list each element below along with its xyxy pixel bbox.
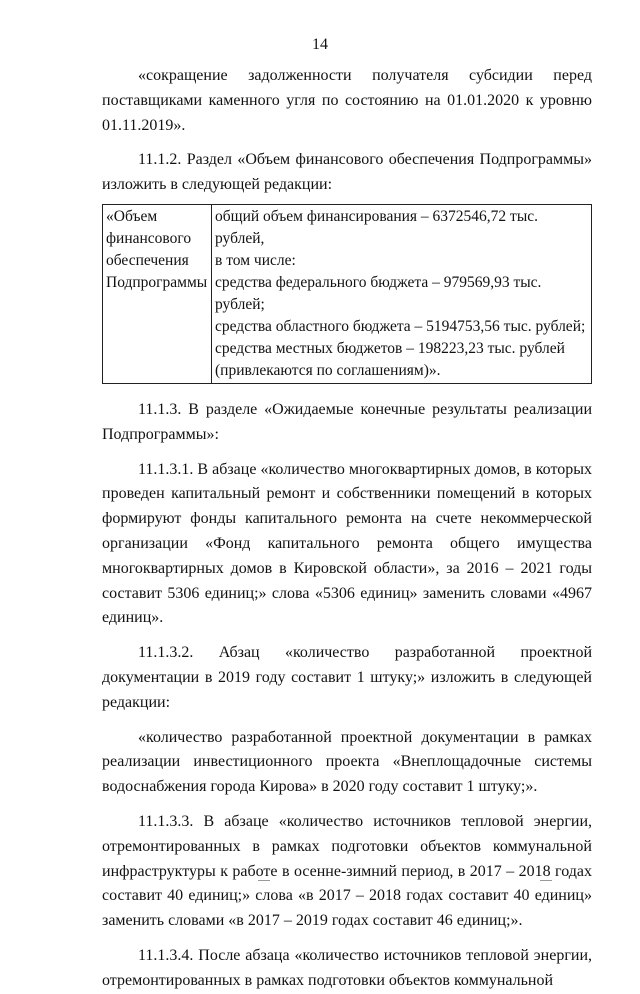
value-line: (привлекаются по соглашениям)». [215, 361, 441, 379]
table-label-cell [103, 204, 212, 383]
paragraph-11-1-3: 11.1.3. В разделе «Ожидаемые конечные результаты реализации Подпрограммы»: [102, 400, 592, 443]
paragraph-11-1-2: 11.1.2. Раздел «Объем финансового обеспечения Подпрограммы» изложить в следующей редакции: [102, 151, 592, 194]
document-body [102, 64, 592, 994]
paragraph-11-1-3-4: 11.1.3.4. После абзаца «количество источников тепловой энергии, отремонтированных в рамках подготовки объектов коммунальной [102, 946, 592, 989]
value-line: общий объем финансирования – 6372546,72 тыс. рублей, [215, 207, 539, 247]
value-line: средства областного бюджета – 5194753,56 тыс. рублей; [215, 317, 586, 335]
table-row [103, 204, 592, 383]
scan-mark [258, 880, 270, 881]
label-line: обеспечения [106, 251, 189, 269]
scan-mark [540, 880, 552, 881]
label-line: «Объем [106, 207, 158, 225]
table-value-cell [212, 204, 592, 383]
paragraph-debt-reduction: «сокращение задолженности получателя субсидии перед поставщиками каменного угля по состоянию на 01.01.2020 к уровню 01.11.2019». [102, 67, 592, 134]
scan-marks [0, 880, 640, 884]
paragraph-11-1-3-1: 11.1.3.1. В абзаце «количество многоквартирных домов, в которых проведен капитальный ремонт и собственники помещений в которых формируют фонды капитального ремонта на счете некоммерческой организации «Фонд капитального ремонта общего имущества многоквартирных домов в Кировской области», за 2016 – 2021 годы составит 5306 единиц;» слова «5306 единиц» заменить словами «4967 единиц». [102, 460, 592, 627]
label-line: Подпрограммы [106, 273, 208, 291]
value-line: средства федерального бюджета – 979569,93 тыс. рублей; [215, 273, 542, 313]
paragraph-quote-design-docs: «количество разработанной проектной документации в рамках реализации инвестиционного проекта «Внеплощадочные системы водоснабжения города Кирова» в 2020 году составит 1 штуку;». [102, 728, 592, 796]
paragraph-11-1-3-3: 11.1.3.3. В абзаце «количество источников тепловой энергии, отремонтированных в рамках подготовки объектов коммунальной инфраструктуры к работе в осенне-зимний период, в 2017 – 2018 годах составит 40 единиц;» слова «в 2017 – 2018 годах составит 40 единиц» заменить словами «в 2017 – 2019 годах составит 46 единиц;». [102, 812, 592, 930]
page-number: 14 [312, 36, 328, 53]
value-line: в том числе: [215, 251, 296, 269]
value-line: средства местных бюджетов – 198223,23 тыс. рублей [215, 339, 565, 357]
label-line: финансового [106, 229, 192, 247]
paragraph-11-1-3-2: 11.1.3.2. Абзац «количество разработанной проектной документации в 2019 году составит 1 штуку;» изложить в следующей редакции: [102, 644, 592, 711]
financing-table [102, 204, 592, 384]
